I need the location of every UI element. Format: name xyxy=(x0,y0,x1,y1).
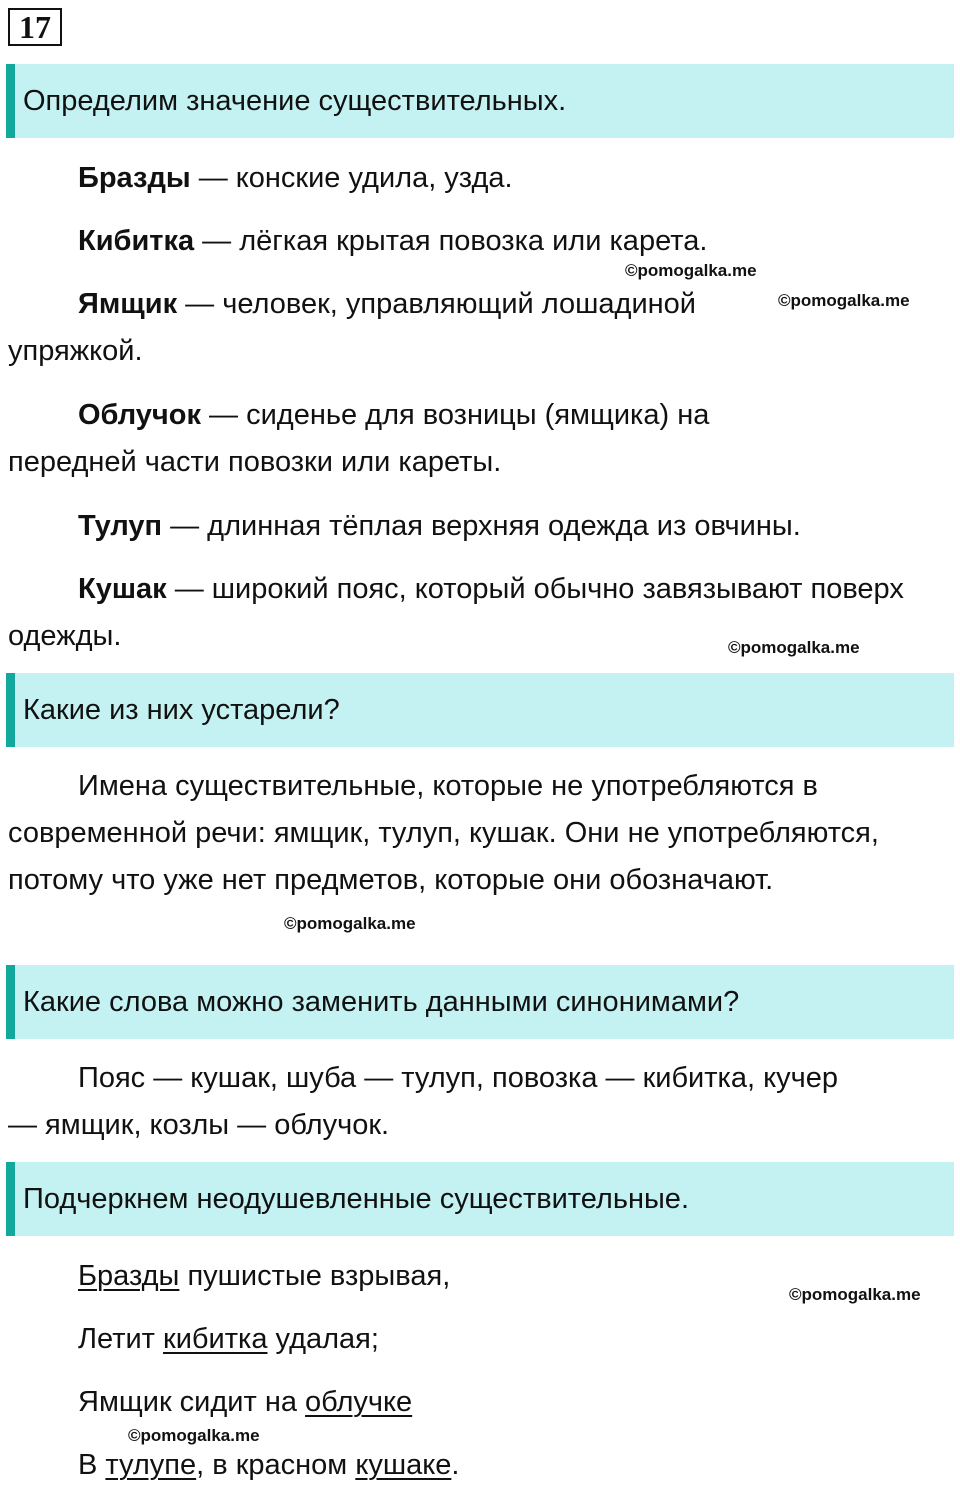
definition-text: — широкий пояс, который обычно завязывают поверх одежды. xyxy=(8,573,904,652)
definition-term: Облучок xyxy=(78,399,201,431)
section-heading-obsolete: Какие из них устарели? xyxy=(6,673,954,747)
watermark: ©pomogalka.me xyxy=(128,1426,260,1445)
definition-text: — сиденье для возницы (ямщика) на передней части повозки или кареты. xyxy=(8,399,710,478)
poem-line xyxy=(78,1445,459,1485)
definition-term: Бразды xyxy=(78,162,191,194)
task-number: 17 xyxy=(8,8,62,46)
definition-text: — длинная тёплая верхняя одежда из овчины. xyxy=(162,510,801,542)
poem-text: , в красном xyxy=(196,1449,356,1481)
definition-term: Ямщик xyxy=(78,288,178,320)
poem-line xyxy=(78,1256,450,1296)
poem-text: В xyxy=(78,1449,106,1481)
section-heading-synonyms: Какие слова можно заменить данными синонимами? xyxy=(6,965,954,1039)
underlined-word: Бразды xyxy=(78,1260,180,1292)
poem-text: пушистые взрывая, xyxy=(179,1260,451,1292)
definition-text: — человек, управляющий лошадиной упряжкой. xyxy=(8,288,697,367)
definition-tulup xyxy=(8,503,908,550)
definition-yamshchik xyxy=(8,281,758,375)
watermark: ©pomogalka.me xyxy=(778,291,910,310)
watermark: ©pomogalka.me xyxy=(789,1285,921,1304)
definition-text: — лёгкая крытая повозка или карета. xyxy=(194,225,708,257)
synonyms-answer: Пояс — кушак, шуба — тулуп, повозка — кибитка, кучер — ямщик, козлы — облучок. xyxy=(8,1062,838,1141)
definition-text: — конские удила, узда. xyxy=(190,162,513,194)
underlined-word: кибитка xyxy=(163,1323,268,1355)
poem-text: Ямщик сидит на xyxy=(78,1386,306,1418)
section-heading-inanimate: Подчеркнем неодушевленные существительные. xyxy=(6,1162,954,1236)
poem-line xyxy=(78,1319,379,1359)
poem-text: . xyxy=(451,1449,460,1481)
watermark: ©pomogalka.me xyxy=(625,261,757,280)
definition-obluchok xyxy=(8,392,808,486)
watermark: ©pomogalka.me xyxy=(728,638,860,657)
section-heading-meanings: Определим значение существительных. xyxy=(6,64,954,138)
obsolete-answer: Имена существительные, которые не употребляются в современной речи: ямщик, тулуп, кушак. Они не употребляются, потому что уже нет предметов, которые они обозначают. xyxy=(8,770,879,896)
underlined-word: кушаке xyxy=(355,1449,452,1481)
definition-term: Кушак xyxy=(78,573,167,605)
poem-line xyxy=(78,1382,412,1422)
poem-text: удалая; xyxy=(267,1323,379,1355)
underlined-word: тулупе xyxy=(105,1449,197,1481)
watermark: ©pomogalka.me xyxy=(284,914,416,933)
definition-kibitka xyxy=(8,218,908,265)
definition-term: Тулуп xyxy=(78,510,163,542)
definition-term: Кибитка xyxy=(78,225,195,257)
underlined-word: облучке xyxy=(305,1386,413,1418)
poem-text: Летит xyxy=(78,1323,164,1355)
definition-brazdy xyxy=(8,155,908,202)
